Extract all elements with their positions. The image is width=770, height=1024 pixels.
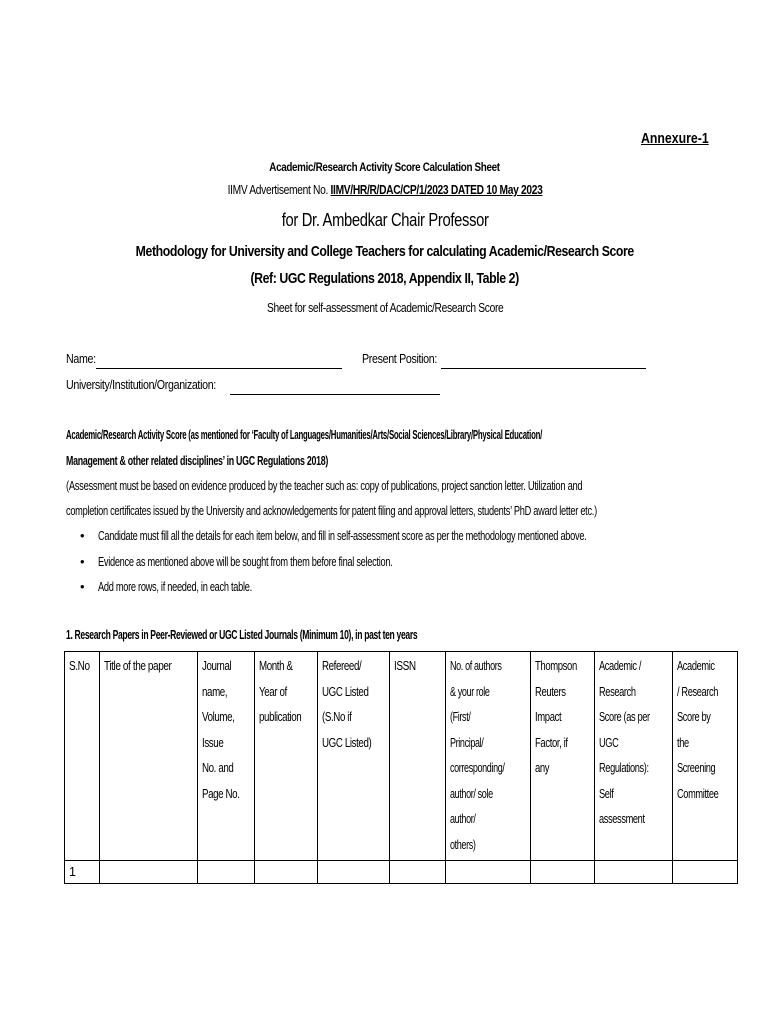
- column-header-month-year: [254, 652, 317, 861]
- column-header-line: assessment: [599, 812, 645, 826]
- column-header-line: Research: [599, 684, 636, 699]
- column-header-line: Title of the paper: [103, 659, 172, 673]
- ugc-reference: (Ref: UGC Regulations 2018, Appendix II, Table 2): [250, 270, 520, 287]
- column-header-line: & your role: [450, 684, 491, 699]
- table-cell-journal[interactable]: [197, 861, 254, 884]
- column-header-line: Factor, if: [535, 735, 568, 750]
- column-header-journal: [197, 652, 254, 861]
- table-cell-sno: 1: [65, 861, 100, 884]
- table-cell-authors-role[interactable]: [446, 861, 531, 884]
- column-header-line: Volume,: [201, 710, 235, 724]
- column-header-refereed: [318, 652, 390, 861]
- annexure-label: Annexure-1: [641, 130, 709, 147]
- column-header-line: author/: [450, 812, 476, 826]
- section-1-title: 1. Research Papers in Peer-Reviewed or UGC Listed Journals (Minimum 10), in past ten years: [66, 627, 418, 642]
- table-cell-month-year[interactable]: [254, 861, 317, 884]
- column-header-issn: [390, 652, 446, 861]
- column-header-line: (S.No if: [322, 710, 352, 724]
- column-header-line: publication: [258, 710, 302, 724]
- sheet-title: Academic/Research Activity Score Calculation Sheet: [269, 160, 501, 174]
- activity-score-heading-line1: Academic/Research Activity Score (as mentioned for ‘Faculty of Languages/Humanities/Arts/Social Sciences/Library/Physical Education/: [66, 427, 543, 442]
- column-header-line: author/ sole: [450, 786, 494, 801]
- present-position-label: Present Position:: [362, 351, 438, 366]
- present-position-field[interactable]: [441, 368, 646, 369]
- column-header-line: Impact: [535, 710, 562, 724]
- column-header-committee-score: [672, 652, 737, 861]
- table-header-row: [65, 652, 738, 861]
- column-header-line: Regulations):: [599, 761, 649, 775]
- column-header-line: Score (as per: [599, 710, 650, 724]
- column-header-line: Refereed/: [322, 659, 362, 673]
- column-header-line: Principal/: [450, 735, 484, 750]
- bullet-item: • Evidence as mentioned above will be sought from them before final selection.: [80, 554, 393, 569]
- advertisement-ref: IIMV/HR/R/DAC/CP/1/2023 DATED 10 May 2023: [330, 183, 543, 197]
- bullet-dot-icon: •: [80, 579, 85, 594]
- column-header-line: Month &: [258, 659, 293, 673]
- chair-position-title: for Dr. Ambedkar Chair Professor: [281, 210, 489, 230]
- column-header-self-score: [595, 652, 673, 861]
- column-header-line: S.No: [69, 659, 90, 673]
- column-header-line: name,: [201, 684, 227, 699]
- assessment-note-line2: completion certificates issued by the University and acknowledgements for patent filing and approval letters, students’ PhD award letter etc.): [66, 503, 597, 518]
- column-header-line: Screening: [676, 761, 716, 775]
- bullet-dot-icon: •: [80, 528, 85, 543]
- column-header-line: ISSN: [394, 659, 417, 673]
- column-header-line: Self: [599, 786, 614, 801]
- table-cell-committee-score[interactable]: [672, 861, 737, 884]
- university-field[interactable]: [230, 394, 440, 395]
- table-cell-self-score[interactable]: [595, 861, 673, 884]
- column-header-line: (First/: [450, 710, 471, 724]
- column-header-line: the: [676, 735, 689, 750]
- activity-score-heading-line2: Management & other related disciplines’ in UGC Regulations 2018): [66, 453, 329, 468]
- bullet-dot-icon: •: [80, 554, 85, 569]
- bullet-item: • Add more rows, if needed, in each table.: [80, 579, 252, 594]
- column-header-line: others): [450, 837, 476, 852]
- name-field[interactable]: [96, 368, 342, 369]
- column-header-line: Year of: [258, 684, 287, 699]
- table-row: [65, 861, 738, 884]
- column-header-line: corresponding/: [450, 761, 505, 775]
- column-header-line: any: [535, 761, 550, 775]
- column-header-impact-factor: [531, 652, 595, 861]
- bullet-item: • Candidate must fill all the details for each item below, and fill in self-assessment score as per the methodology mentioned above.: [80, 528, 587, 543]
- university-label: University/Institution/Organization:: [66, 377, 216, 392]
- column-header-line: / Research: [676, 684, 718, 699]
- table-cell-title[interactable]: [99, 861, 197, 884]
- advertisement-prefix: IIMV Advertisement No.: [227, 183, 328, 197]
- column-header-line: UGC Listed: [322, 684, 369, 699]
- research-papers-table: [64, 651, 738, 884]
- table-cell-impact-factor[interactable]: [531, 861, 595, 884]
- column-header-authors-role: [446, 652, 531, 861]
- column-header-line: Academic /: [599, 659, 642, 673]
- column-header-line: Journal: [201, 659, 232, 673]
- self-assessment-caption: Sheet for self-assessment of Academic/Research Score: [266, 301, 504, 315]
- name-label: Name:: [66, 351, 96, 366]
- table-cell-refereed[interactable]: [318, 861, 390, 884]
- column-header-line: No. and: [201, 761, 234, 775]
- table-cell-issn[interactable]: [390, 861, 446, 884]
- column-header-line: No. of authors: [450, 659, 502, 673]
- column-header-line: Page No.: [201, 786, 240, 801]
- column-header-line: Committee: [676, 786, 719, 801]
- column-header-line: Score by: [676, 710, 711, 724]
- column-header-line: Thompson: [535, 659, 578, 673]
- column-header-title: [99, 652, 197, 861]
- column-header-line: Academic: [676, 659, 715, 673]
- advertisement-line: [0, 183, 770, 197]
- column-header-line: UGC Listed): [322, 735, 372, 750]
- assessment-note-line1: (Assessment must be based on evidence produced by the teacher such as: copy of publications, project sanction letter. Utilization and: [66, 478, 583, 493]
- column-header-line: Reuters: [535, 684, 566, 699]
- column-header-line: UGC: [599, 735, 619, 750]
- methodology-title: Methodology for University and College Teachers for calculating Academic/Research Score: [135, 243, 635, 260]
- column-header-sno: [65, 652, 100, 861]
- column-header-line: Issue: [201, 735, 224, 750]
